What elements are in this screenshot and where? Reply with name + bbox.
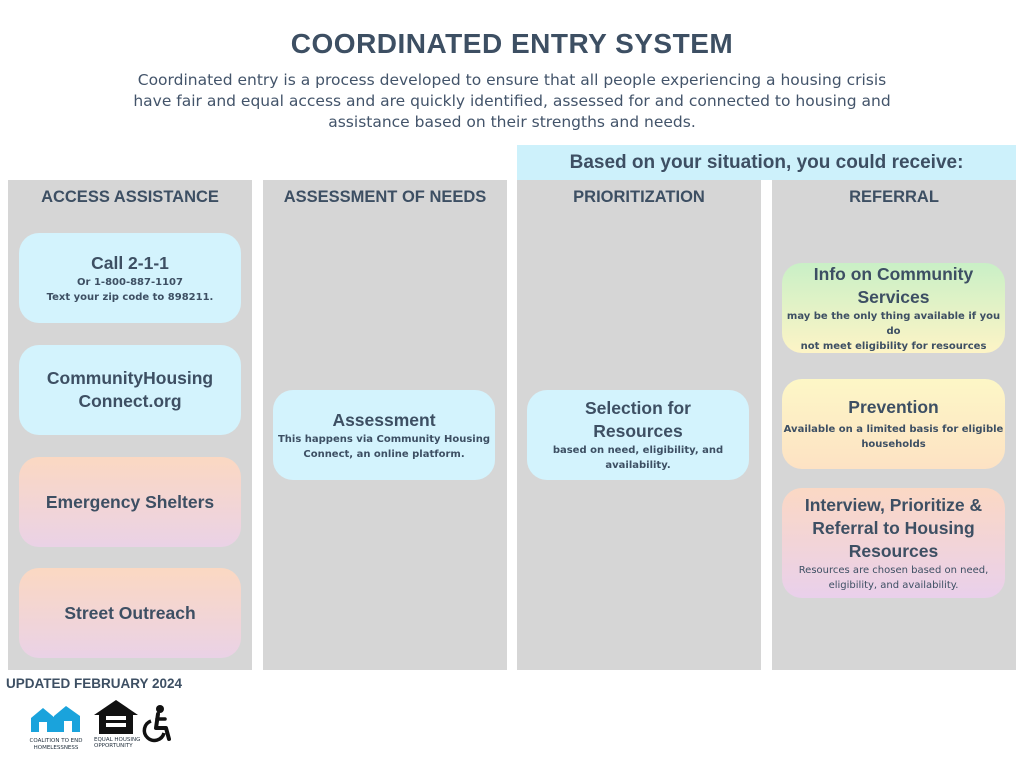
equal-housing-opportunity-logo <box>92 698 140 750</box>
column-prioritization <box>517 180 761 670</box>
assessment-card <box>273 390 495 480</box>
prevention-card <box>782 379 1005 469</box>
card-detail: based on need, eligibility, and availability. <box>552 445 724 471</box>
emergency-shelters-card <box>19 457 241 547</box>
card-detail: not meet eligibility for resources <box>800 340 987 352</box>
card-title: Resources <box>848 540 939 561</box>
card-detail: Connect, an online platform. <box>303 448 465 460</box>
community-services-card <box>782 263 1005 353</box>
card-detail: Available on a limited basis for eligible <box>783 424 1004 435</box>
updated-date: UPDATED FEBRUARY 2024 <box>6 676 183 691</box>
selection-for-resources-card <box>527 390 749 480</box>
logo-caption: OPPORTUNITY <box>94 743 133 749</box>
intro-paragraph <box>122 70 902 133</box>
card-title: Selection for <box>585 398 691 418</box>
card-title: Prevention <box>848 397 939 417</box>
card-title: Call 2-1-1 <box>91 252 169 273</box>
street-outreach-card <box>19 568 241 658</box>
website-card <box>19 345 241 435</box>
card-detail: Or 1-800-887-1107 <box>77 276 183 288</box>
card-detail: may be the only thing available if you do <box>786 310 1001 337</box>
card-detail: households <box>861 439 926 450</box>
card-title: Services <box>857 286 930 307</box>
card-title: Resources <box>593 421 683 441</box>
wheelchair-accessibility-icon <box>140 704 172 744</box>
column-heading: PRIORITIZATION <box>573 188 705 206</box>
card-title: Info on Community <box>813 263 974 284</box>
column-referral <box>772 180 1016 670</box>
card-title: Referral to Housing <box>812 517 975 538</box>
column-heading: ACCESS ASSISTANCE <box>41 188 219 206</box>
logo-caption: HOMELESSNESS <box>33 745 79 751</box>
card-detail: This happens via Community Housing <box>277 433 490 445</box>
card-title: CommunityHousing <box>46 368 214 388</box>
call-211-card <box>19 233 241 323</box>
card-title: Interview, Prioritize & <box>804 494 983 515</box>
card-title: Assessment <box>332 409 436 430</box>
logo-caption: EQUAL HOUSING <box>94 737 140 743</box>
coalition-to-end-homelessness-logo <box>28 698 84 754</box>
card-title: Emergency Shelters <box>45 491 215 512</box>
column-heading: REFERRAL <box>849 188 939 206</box>
column-access-assistance <box>8 180 252 670</box>
card-detail: Text your zip code to 898211. <box>46 291 214 303</box>
page-title: COORDINATED ENTRY SYSTEM <box>290 28 734 59</box>
intro-line: assistance based on their strengths and needs. <box>328 113 696 131</box>
column-assessment-of-needs <box>263 180 507 670</box>
interview-prioritize-referral-card <box>782 488 1005 598</box>
card-detail: eligibility, and availability. <box>828 579 959 591</box>
intro-line: Coordinated entry is a process developed to ensure that all people experiencing a housing crisis <box>137 71 887 89</box>
card-title: Street Outreach <box>64 602 196 623</box>
situation-banner: Based on your situation, you could receive: <box>517 145 1016 180</box>
card-title: Connect.org <box>78 391 182 411</box>
column-heading: ASSESSMENT OF NEEDS <box>283 188 487 206</box>
intro-line: have fair and equal access and are quickly identified, assessed for and connected to housing and <box>133 92 891 110</box>
logo-caption: COALITION TO END <box>29 738 83 744</box>
card-detail: Resources are chosen based on need, <box>798 564 989 576</box>
